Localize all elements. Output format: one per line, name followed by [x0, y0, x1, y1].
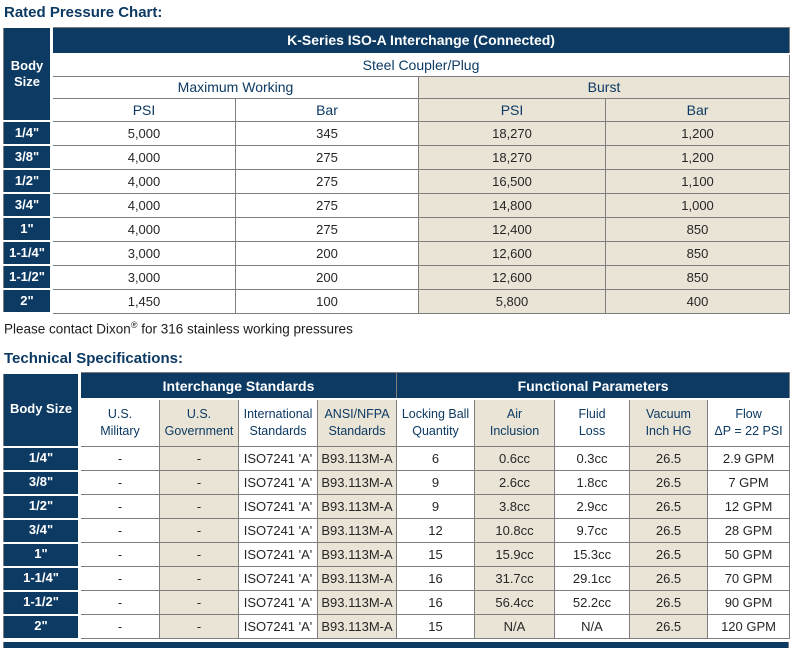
column-header-line: Military: [100, 424, 140, 438]
column-header-line: Standards: [328, 424, 386, 438]
data-cell: 275: [236, 169, 419, 193]
data-cell: ISO7241 'A': [239, 615, 318, 639]
data-cell: ISO7241 'A': [239, 519, 318, 543]
column-header-line: International: [243, 407, 313, 422]
data-cell: 2.9cc: [555, 495, 630, 519]
table-row: [4, 567, 790, 591]
us-government-header: [160, 399, 239, 447]
data-cell: 1,200: [606, 145, 790, 169]
data-cell: 2.6cc: [475, 471, 555, 495]
data-cell: B93.113M-A: [318, 567, 397, 591]
maximum-working-header: Maximum Working: [52, 76, 419, 98]
table-row: [4, 447, 790, 471]
rated-pressure-table-header: [4, 27, 790, 121]
table-row: [4, 265, 790, 289]
data-cell: 5,800: [419, 289, 606, 313]
data-cell: -: [160, 615, 239, 639]
data-cell: 200: [236, 265, 419, 289]
table-row: [4, 241, 790, 265]
data-cell: 4,000: [52, 217, 236, 241]
table-row: [4, 543, 790, 567]
footnote-text-cont: for 316 stainless working pressures: [137, 321, 353, 337]
data-cell: 52.2cc: [555, 591, 630, 615]
data-cell: 29.1cc: [555, 567, 630, 591]
technical-specifications-table-header: [4, 373, 790, 447]
body-size-cell: 1-1/4": [4, 567, 80, 591]
interchange-standards-header: Interchange Standards: [80, 373, 397, 400]
data-cell: 400: [606, 289, 790, 313]
header-row-subgroup: [4, 54, 790, 77]
data-cell: -: [160, 591, 239, 615]
footnote-text: Please contact Dixon: [4, 321, 131, 337]
data-cell: 275: [236, 193, 419, 217]
data-cell: ISO7241 'A': [239, 471, 318, 495]
burst-psi-header: PSI: [419, 98, 606, 121]
data-cell: 26.5: [630, 447, 708, 471]
header-row-columns: [4, 399, 790, 447]
data-cell: 2.9 GPM: [708, 447, 790, 471]
stainless-footnote: [4, 320, 790, 337]
data-cell: 12 GPM: [708, 495, 790, 519]
data-cell: 9.7cc: [555, 519, 630, 543]
body-size-cell: 1/4": [4, 447, 80, 471]
data-cell: B93.113M-A: [318, 447, 397, 471]
max-psi-header: PSI: [52, 98, 236, 121]
body-size-cell: 1/2": [4, 169, 52, 193]
data-cell: 9: [397, 495, 475, 519]
data-cell: 100: [236, 289, 419, 313]
data-cell: ISO7241 'A': [239, 447, 318, 471]
body-size-header: Body Size: [4, 373, 80, 447]
data-cell: 90 GPM: [708, 591, 790, 615]
data-cell: 12,600: [419, 265, 606, 289]
column-header-line: Inclusion: [489, 424, 540, 438]
next-table-header-cutoff-bar: [3, 642, 789, 648]
body-size-cell: 2": [4, 289, 52, 313]
data-cell: 345: [236, 121, 419, 145]
column-header-line: Flow: [735, 407, 762, 422]
column-header-line: ANSI/NFPA: [324, 407, 390, 422]
data-cell: 1,200: [606, 121, 790, 145]
technical-specifications-title: Technical Specifications:: [4, 349, 183, 367]
body-size-cell: 1-1/2": [4, 265, 52, 289]
header-row-units: [4, 98, 790, 121]
data-cell: 26.5: [630, 591, 708, 615]
data-cell: 31.7cc: [475, 567, 555, 591]
body-size-cell: 3/4": [4, 193, 52, 217]
data-cell: 26.5: [630, 567, 708, 591]
header-row-sections: [4, 76, 790, 98]
technical-specifications-table-body: [4, 447, 790, 639]
table-row: [4, 495, 790, 519]
data-cell: 1,450: [52, 289, 236, 313]
table-row: [4, 121, 790, 145]
column-header-line: Quantity: [412, 424, 459, 438]
data-cell: -: [160, 447, 239, 471]
data-cell: 18,270: [419, 145, 606, 169]
data-cell: 26.5: [630, 471, 708, 495]
data-cell: -: [80, 615, 160, 639]
body-size-cell: 3/4": [4, 519, 80, 543]
table-row: [4, 471, 790, 495]
column-header-line: Locking Ball: [401, 407, 470, 422]
data-cell: 10.8cc: [475, 519, 555, 543]
data-cell: 15: [397, 615, 475, 639]
ansi-nfpa-standards-header: [318, 399, 397, 447]
data-cell: 26.5: [630, 519, 708, 543]
data-cell: -: [160, 543, 239, 567]
data-cell: 4,000: [52, 169, 236, 193]
column-header-line: Air: [506, 407, 523, 422]
column-header-line: Loss: [578, 424, 606, 438]
data-cell: 275: [236, 217, 419, 241]
data-cell: 14,800: [419, 193, 606, 217]
data-cell: 850: [606, 265, 790, 289]
burst-bar-header: Bar: [606, 98, 790, 121]
body-size-cell: 1/2": [4, 495, 80, 519]
body-size-cell: 1-1/2": [4, 591, 80, 615]
rated-pressure-chart-title: Rated Pressure Chart:: [4, 4, 163, 21]
data-cell: -: [160, 495, 239, 519]
rated-pressure-table: [3, 26, 790, 314]
data-cell: 1.8cc: [555, 471, 630, 495]
burst-header: Burst: [419, 76, 790, 98]
registered-trademark-mark: ®: [130, 320, 138, 330]
body-size-cell: 1/4": [4, 121, 52, 145]
data-cell: -: [160, 471, 239, 495]
data-cell: 16,500: [419, 169, 606, 193]
data-cell: 12: [397, 519, 475, 543]
data-cell: 3,000: [52, 265, 236, 289]
column-header-line: ΔP = 22 PSI: [714, 424, 783, 438]
data-cell: 1,000: [606, 193, 790, 217]
data-cell: 12,600: [419, 241, 606, 265]
data-cell: 15.9cc: [475, 543, 555, 567]
data-cell: -: [160, 567, 239, 591]
data-cell: 1,100: [606, 169, 790, 193]
data-cell: -: [80, 519, 160, 543]
flow-header: [708, 399, 790, 447]
column-header-line: Standards: [249, 424, 307, 438]
data-cell: 18,270: [419, 121, 606, 145]
body-size-cell: 3/8": [4, 145, 52, 169]
data-cell: 4,000: [52, 145, 236, 169]
vacuum-inch-hg-header: [630, 399, 708, 447]
data-cell: 9: [397, 471, 475, 495]
data-cell: ISO7241 'A': [239, 543, 318, 567]
rated-pressure-table-body: [4, 121, 790, 313]
table-row: [4, 145, 790, 169]
data-cell: 26.5: [630, 495, 708, 519]
table-row: [4, 169, 790, 193]
air-inclusion-header: [475, 399, 555, 447]
technical-specifications-table: [3, 372, 790, 640]
international-standards-header: [239, 399, 318, 447]
table-row: [4, 519, 790, 543]
data-cell: 56.4cc: [475, 591, 555, 615]
column-header-line: U.S.: [186, 407, 212, 422]
table-row: [4, 591, 790, 615]
table-row: [4, 615, 790, 639]
body-size-cell: 2": [4, 615, 80, 639]
data-cell: B93.113M-A: [318, 543, 397, 567]
data-cell: 850: [606, 241, 790, 265]
column-header-line: U.S.: [107, 407, 133, 422]
max-bar-header: Bar: [236, 98, 419, 121]
body-size-header: Body Size: [4, 27, 52, 121]
data-cell: B93.113M-A: [318, 615, 397, 639]
data-cell: B93.113M-A: [318, 471, 397, 495]
data-cell: 26.5: [630, 543, 708, 567]
data-cell: N/A: [475, 615, 555, 639]
data-cell: 7 GPM: [708, 471, 790, 495]
data-cell: 3,000: [52, 241, 236, 265]
data-cell: B93.113M-A: [318, 495, 397, 519]
header-row-groups: [4, 373, 790, 400]
fluid-loss-header: [555, 399, 630, 447]
locking-ball-quantity-header: [397, 399, 475, 447]
data-cell: 16: [397, 567, 475, 591]
data-cell: 15.3cc: [555, 543, 630, 567]
data-cell: 15: [397, 543, 475, 567]
data-cell: 12,400: [419, 217, 606, 241]
data-cell: 5,000: [52, 121, 236, 145]
column-header-line: Fluid: [578, 407, 606, 422]
data-cell: 28 GPM: [708, 519, 790, 543]
data-cell: -: [80, 567, 160, 591]
data-cell: ISO7241 'A': [239, 591, 318, 615]
data-cell: 200: [236, 241, 419, 265]
data-cell: 275: [236, 145, 419, 169]
us-military-header: [80, 399, 160, 447]
data-cell: -: [160, 519, 239, 543]
series-group-header: K-Series ISO-A Interchange (Connected): [52, 27, 790, 54]
data-cell: 4,000: [52, 193, 236, 217]
data-cell: 120 GPM: [708, 615, 790, 639]
data-cell: 0.6cc: [475, 447, 555, 471]
header-row-group: [4, 27, 790, 54]
data-cell: B93.113M-A: [318, 519, 397, 543]
data-cell: B93.113M-A: [318, 591, 397, 615]
data-cell: N/A: [555, 615, 630, 639]
body-size-cell: 1": [4, 217, 52, 241]
data-cell: 0.3cc: [555, 447, 630, 471]
data-cell: 70 GPM: [708, 567, 790, 591]
data-cell: -: [80, 471, 160, 495]
column-header-line: Government: [164, 424, 234, 438]
body-size-cell: 3/8": [4, 471, 80, 495]
data-cell: -: [80, 495, 160, 519]
body-size-cell: 1": [4, 543, 80, 567]
data-cell: 26.5: [630, 615, 708, 639]
table-row: [4, 193, 790, 217]
column-header-line: Inch HG: [645, 424, 692, 438]
data-cell: -: [80, 543, 160, 567]
data-cell: 16: [397, 591, 475, 615]
table-row: [4, 289, 790, 313]
table-row: [4, 217, 790, 241]
data-cell: 3.8cc: [475, 495, 555, 519]
functional-parameters-header: Functional Parameters: [397, 373, 790, 400]
data-cell: 50 GPM: [708, 543, 790, 567]
data-cell: 6: [397, 447, 475, 471]
data-cell: 850: [606, 217, 790, 241]
data-cell: ISO7241 'A': [239, 495, 318, 519]
steel-coupler-plug-header: Steel Coupler/Plug: [52, 54, 790, 77]
data-cell: -: [80, 447, 160, 471]
data-cell: -: [80, 591, 160, 615]
body-size-cell: 1-1/4": [4, 241, 52, 265]
column-header-line: Vacuum: [646, 407, 691, 422]
data-cell: ISO7241 'A': [239, 567, 318, 591]
